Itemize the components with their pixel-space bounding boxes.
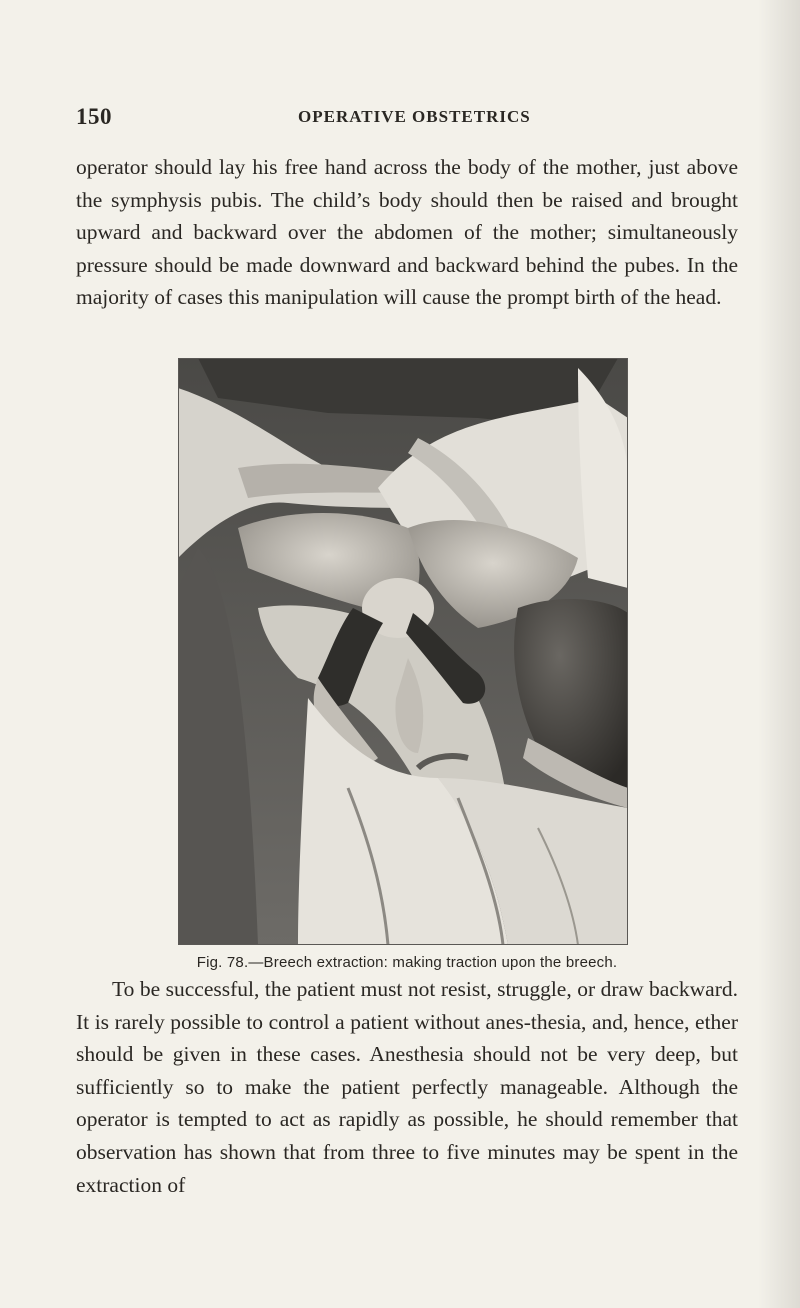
figure-photograph — [178, 358, 628, 945]
paragraph-1: operator should lay his free hand across the body of the mother, just above the symphysis pubis. The child’s body should then be raised and brought upward and backward over the abdomen of the mother; simultaneously pressure should be made downward and backward behind the pubes. In the majority of cases this manipulation will cause the prompt birth of the head. — [76, 155, 738, 310]
figure-caption: Fig. 78.—Breech extraction: making traction upon the breech. — [196, 954, 618, 971]
running-head — [76, 104, 736, 134]
page-edge-shadow — [758, 0, 800, 1308]
running-title: OPERATIVE OBSTETRICS — [298, 107, 531, 126]
paragraph-2: To be successful, the patient must not resist, struggle, or draw backward. It is rarely possible to control a patient without anes-thesia, and, hence, ether should be given in these cases. Anesthesia should not be very deep, but sufficiently so to make the patient perfectly manageable. Although the operator is tempted to act as rapidly as possible, he should remember that observation has shown that from three to five minutes may be spent in the extraction of — [76, 977, 738, 1197]
page-number: 150 — [76, 104, 112, 129]
photo-illustration — [178, 358, 628, 945]
